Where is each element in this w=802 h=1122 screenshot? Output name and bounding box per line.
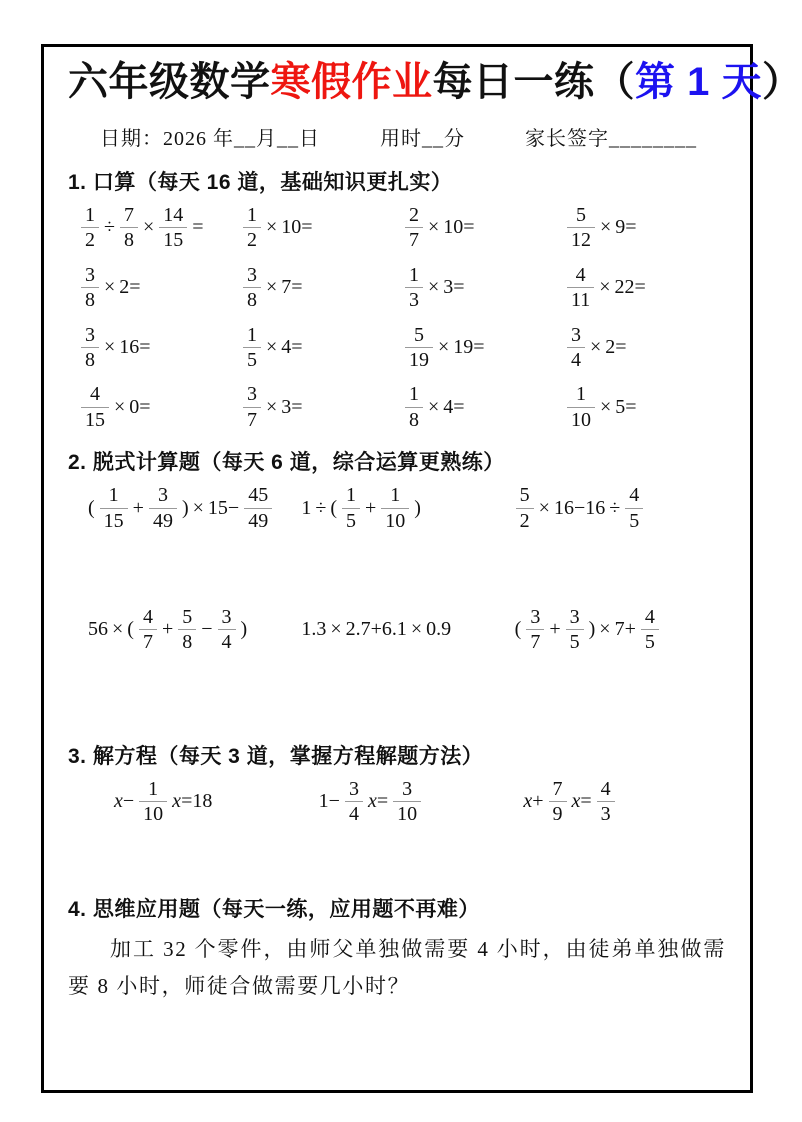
- math-token: 15−: [207, 496, 240, 519]
- fraction-denominator: 7: [243, 407, 261, 431]
- fraction-denominator: 49: [149, 508, 177, 532]
- math-problem: [402, 204, 564, 252]
- fraction: [243, 204, 261, 252]
- math-token: ×: [266, 216, 278, 239]
- math-token: ×: [142, 216, 155, 239]
- math-token: 16=: [119, 335, 151, 358]
- math-problem: [317, 778, 522, 826]
- fraction-denominator: 4: [218, 629, 236, 653]
- fraction: [641, 606, 659, 654]
- fraction: [342, 484, 360, 532]
- fraction-denominator: 2: [516, 508, 534, 532]
- fraction-denominator: 10: [393, 801, 421, 825]
- math-token: +: [161, 618, 174, 641]
- math-token: +: [364, 496, 377, 519]
- fraction-numerator: 3: [348, 777, 359, 800]
- math-token: ×: [104, 335, 116, 358]
- fraction-numerator: 3: [85, 323, 95, 346]
- title-daily-practice: 每日一练: [432, 60, 595, 104]
- fraction: [381, 484, 409, 532]
- section-multistep-calculation-title: 2. 脱式计算题（每天 6 道，综合运算更熟练）: [68, 451, 505, 475]
- fraction-numerator: 3: [247, 263, 257, 286]
- fraction-numerator: 1: [345, 484, 356, 507]
- math-token: ×: [599, 618, 611, 641]
- math-token: ×: [112, 618, 124, 641]
- fraction-numerator: 3: [402, 777, 413, 800]
- math-token: 10=: [443, 216, 475, 239]
- math-token: 7=: [281, 276, 303, 299]
- fraction-numerator: 4: [600, 777, 611, 800]
- math-token: +: [549, 618, 561, 641]
- math-token: −: [201, 618, 213, 641]
- math-token: 0.9: [426, 618, 452, 641]
- math-token: x−: [114, 790, 135, 813]
- fraction-denominator: 7: [405, 227, 423, 251]
- math-problem: [78, 324, 240, 372]
- math-problem: [112, 778, 317, 826]
- fraction-denominator: 5: [243, 347, 261, 371]
- math-token: ×: [428, 216, 440, 239]
- math-token: 10=: [281, 216, 313, 239]
- fraction-numerator: 5: [182, 605, 193, 628]
- math-token: +: [132, 496, 144, 519]
- math-token: 22=: [614, 276, 646, 299]
- math-problem: [299, 606, 512, 654]
- title-holiday-homework: 寒假作业: [270, 60, 433, 104]
- fraction-denominator: 8: [243, 287, 261, 311]
- fraction: [393, 778, 421, 826]
- math-token: ×: [538, 496, 550, 519]
- title-paren-close: ）: [761, 60, 802, 104]
- fraction: [81, 264, 99, 312]
- oral-problems-grid: [68, 204, 726, 431]
- date-fill-field[interactable]: 日期：2026 年__月__日: [100, 128, 320, 150]
- fraction-numerator: 7: [123, 204, 134, 226]
- title-paren-open: （: [594, 60, 635, 104]
- fraction-denominator: 10: [567, 407, 595, 431]
- math-problem: [564, 324, 726, 372]
- fraction: [81, 204, 99, 252]
- fraction: [405, 324, 433, 372]
- fraction: [139, 778, 167, 826]
- fraction: [516, 484, 534, 532]
- math-problem: [521, 778, 726, 826]
- math-token: 3=: [443, 276, 465, 299]
- math-token: 4=: [443, 395, 465, 418]
- math-problem: [240, 264, 402, 312]
- fraction: [120, 204, 138, 252]
- math-token: ×: [266, 276, 278, 299]
- math-token: 2=: [119, 276, 141, 299]
- math-token: 9=: [615, 216, 637, 239]
- fraction-numerator: 4: [644, 605, 655, 628]
- math-token: ÷: [315, 496, 327, 519]
- math-problem: [78, 204, 240, 252]
- time-spent-fill-field[interactable]: 用时__分: [380, 128, 465, 150]
- math-token: ÷: [104, 216, 115, 239]
- math-token: (: [330, 496, 337, 519]
- fraction-numerator: 1: [247, 323, 257, 346]
- page-title: [68, 57, 802, 107]
- fraction-numerator: 1: [108, 484, 119, 507]
- fraction-denominator: 8: [120, 227, 138, 251]
- fraction: [345, 778, 363, 826]
- math-token: (: [88, 496, 95, 519]
- equation-problems-grid: [68, 778, 726, 826]
- fraction-denominator: 7: [526, 629, 544, 653]
- math-token: ): [414, 496, 421, 519]
- fraction-denominator: 8: [178, 629, 196, 653]
- math-problem: [564, 264, 726, 312]
- math-problem: [86, 606, 299, 654]
- math-token: x=18: [172, 790, 213, 813]
- fraction: [159, 204, 187, 252]
- fraction: [243, 324, 261, 372]
- math-token: ×: [104, 276, 116, 299]
- section-word-problem: [68, 893, 726, 1005]
- fraction-numerator: 4: [575, 263, 586, 286]
- fraction-denominator: 2: [81, 227, 99, 251]
- math-problem: [513, 606, 726, 654]
- fraction-numerator: 3: [247, 383, 257, 406]
- fraction-denominator: 8: [81, 287, 99, 311]
- fraction-denominator: 10: [381, 508, 409, 532]
- math-token: ): [181, 496, 189, 519]
- math-token: 7+: [614, 618, 636, 641]
- math-token: 3=: [281, 395, 303, 418]
- fraction-denominator: 5: [342, 508, 360, 532]
- fraction-denominator: 5: [641, 629, 659, 653]
- word-problem-text: 加工 32 个零件，由师父单独做需要 4 小时，由徒弟单独做需要 8 小时，师徒合做需要几小时？: [68, 937, 726, 999]
- fraction-denominator: 5: [625, 508, 643, 532]
- math-token: (: [514, 618, 522, 641]
- parent-signature-fill-field[interactable]: 家长签字________: [525, 128, 697, 150]
- math-token: 2=: [605, 335, 627, 358]
- fraction: [567, 383, 595, 431]
- fraction-denominator: 8: [81, 347, 99, 371]
- title-day-number: 第 1 天: [635, 60, 762, 104]
- math-problem: [240, 383, 402, 431]
- math-token: ×: [428, 395, 440, 418]
- fraction: [567, 324, 585, 372]
- fraction-numerator: 1: [85, 204, 95, 226]
- math-problem: [86, 484, 299, 532]
- math-problem: [564, 204, 726, 252]
- math-token: x=: [367, 790, 389, 813]
- fraction-numerator: 4: [629, 484, 640, 507]
- fraction-numerator: 5: [519, 484, 530, 507]
- math-token: ×: [600, 216, 612, 239]
- math-token: ): [240, 618, 248, 641]
- fraction-numerator: 4: [90, 383, 100, 406]
- math-token: ×: [600, 395, 612, 418]
- section-solve-equations: [68, 740, 726, 826]
- fraction: [405, 204, 423, 252]
- fraction: [405, 264, 423, 312]
- math-token: 1.3: [301, 618, 327, 641]
- fraction-denominator: 15: [81, 407, 109, 431]
- section-multistep-calculation: [68, 446, 726, 654]
- fraction-numerator: 1: [148, 777, 159, 800]
- math-problem: [513, 484, 726, 532]
- fraction: [149, 484, 177, 532]
- math-token: ×: [438, 335, 450, 358]
- fraction-numerator: 3: [221, 605, 232, 628]
- section-solve-equations-title: 3. 解方程（每天 3 道，掌握方程解题方法）: [68, 744, 484, 768]
- fraction-numerator: 1: [409, 383, 419, 406]
- fraction: [549, 778, 567, 826]
- math-token: ×: [590, 335, 602, 358]
- fraction: [567, 264, 594, 312]
- math-token: ×: [114, 395, 126, 418]
- fraction: [243, 383, 261, 431]
- section-oral-calculation: [68, 166, 726, 431]
- math-token: 5=: [615, 395, 637, 418]
- fraction: [597, 778, 615, 826]
- math-token: 1−: [318, 790, 340, 813]
- math-token: 4=: [281, 335, 303, 358]
- fraction-denominator: 10: [139, 801, 167, 825]
- worksheet-frame: [41, 44, 802, 1093]
- fraction: [139, 606, 157, 654]
- fraction: [244, 484, 272, 532]
- math-token: x+: [523, 790, 544, 813]
- fraction: [218, 606, 236, 654]
- math-token: ×: [266, 335, 278, 358]
- fraction-numerator: 3: [569, 605, 580, 628]
- math-token: =: [192, 216, 204, 239]
- math-token: ): [588, 618, 596, 641]
- fraction-denominator: 15: [100, 508, 128, 532]
- fraction-numerator: 5: [576, 204, 586, 226]
- fraction-denominator: 8: [405, 407, 423, 431]
- math-token: ×: [330, 618, 342, 641]
- fraction-numerator: 1: [247, 204, 257, 226]
- fraction-denominator: 4: [567, 347, 585, 371]
- math-problem: [78, 383, 240, 431]
- fraction-numerator: 14: [163, 204, 184, 226]
- fraction-denominator: 7: [139, 629, 157, 653]
- section-oral-calculation-title: 1. 口算（每天 16 道，基础知识更扎实）: [68, 171, 453, 194]
- math-token: 1: [301, 496, 312, 519]
- fraction: [81, 324, 99, 372]
- fraction-denominator: 3: [597, 801, 615, 825]
- fraction-denominator: 11: [567, 287, 594, 311]
- fraction: [100, 484, 128, 532]
- math-token: ×: [266, 395, 278, 418]
- fraction-numerator: 1: [390, 484, 401, 507]
- fraction: [81, 383, 109, 431]
- math-token: 0=: [129, 395, 151, 418]
- math-problem: [402, 264, 564, 312]
- math-problem: [299, 484, 512, 532]
- math-token: ×: [192, 496, 204, 519]
- fraction-denominator: 12: [567, 227, 595, 251]
- title-grade-subject: 六年级数学: [68, 60, 271, 104]
- fraction-denominator: 49: [244, 508, 272, 532]
- fraction: [178, 606, 196, 654]
- fraction: [243, 264, 261, 312]
- multistep-problems-grid: [68, 484, 726, 654]
- fraction-denominator: 3: [405, 287, 423, 311]
- fraction-denominator: 5: [566, 629, 584, 653]
- math-token: 56: [88, 618, 108, 641]
- fraction: [526, 606, 544, 654]
- fraction-denominator: 9: [549, 801, 567, 825]
- math-token: x=: [571, 790, 592, 813]
- fraction-numerator: 1: [409, 263, 419, 286]
- fraction-numerator: 3: [157, 484, 168, 507]
- math-token: 19=: [453, 335, 485, 358]
- math-problem: [240, 324, 402, 372]
- math-token: (: [127, 618, 134, 641]
- fraction-denominator: 4: [345, 801, 363, 825]
- fraction-numerator: 1: [576, 383, 586, 406]
- fraction-numerator: 45: [248, 484, 269, 507]
- math-problem: [78, 264, 240, 312]
- fraction-denominator: 19: [405, 347, 433, 371]
- fraction-numerator: 3: [85, 263, 95, 286]
- fraction: [566, 606, 584, 654]
- fraction-numerator: 3: [571, 323, 581, 346]
- math-problem: [240, 204, 402, 252]
- date-line: [68, 122, 726, 151]
- fraction-denominator: 15: [159, 227, 187, 251]
- math-token: 2.7+6.1: [345, 618, 407, 641]
- math-token: ×: [410, 618, 423, 641]
- math-problem: [402, 383, 564, 431]
- math-token: 16−16: [553, 496, 606, 519]
- fraction-numerator: 2: [409, 204, 419, 226]
- fraction: [567, 204, 595, 252]
- fraction-numerator: 7: [552, 777, 563, 800]
- math-token: ×: [428, 276, 440, 299]
- math-token: ×: [599, 276, 611, 299]
- fraction-numerator: 3: [530, 605, 541, 628]
- math-problem: [402, 324, 564, 372]
- fraction-denominator: 2: [243, 227, 261, 251]
- math-token: ÷: [609, 496, 621, 519]
- section-word-problem-title: 4. 思维应用题（每天一练，应用题不再难）: [68, 898, 480, 922]
- fraction: [625, 484, 643, 532]
- fraction-numerator: 4: [142, 605, 153, 628]
- fraction-numerator: 5: [414, 323, 424, 346]
- fraction: [405, 383, 423, 431]
- math-problem: [564, 383, 726, 431]
